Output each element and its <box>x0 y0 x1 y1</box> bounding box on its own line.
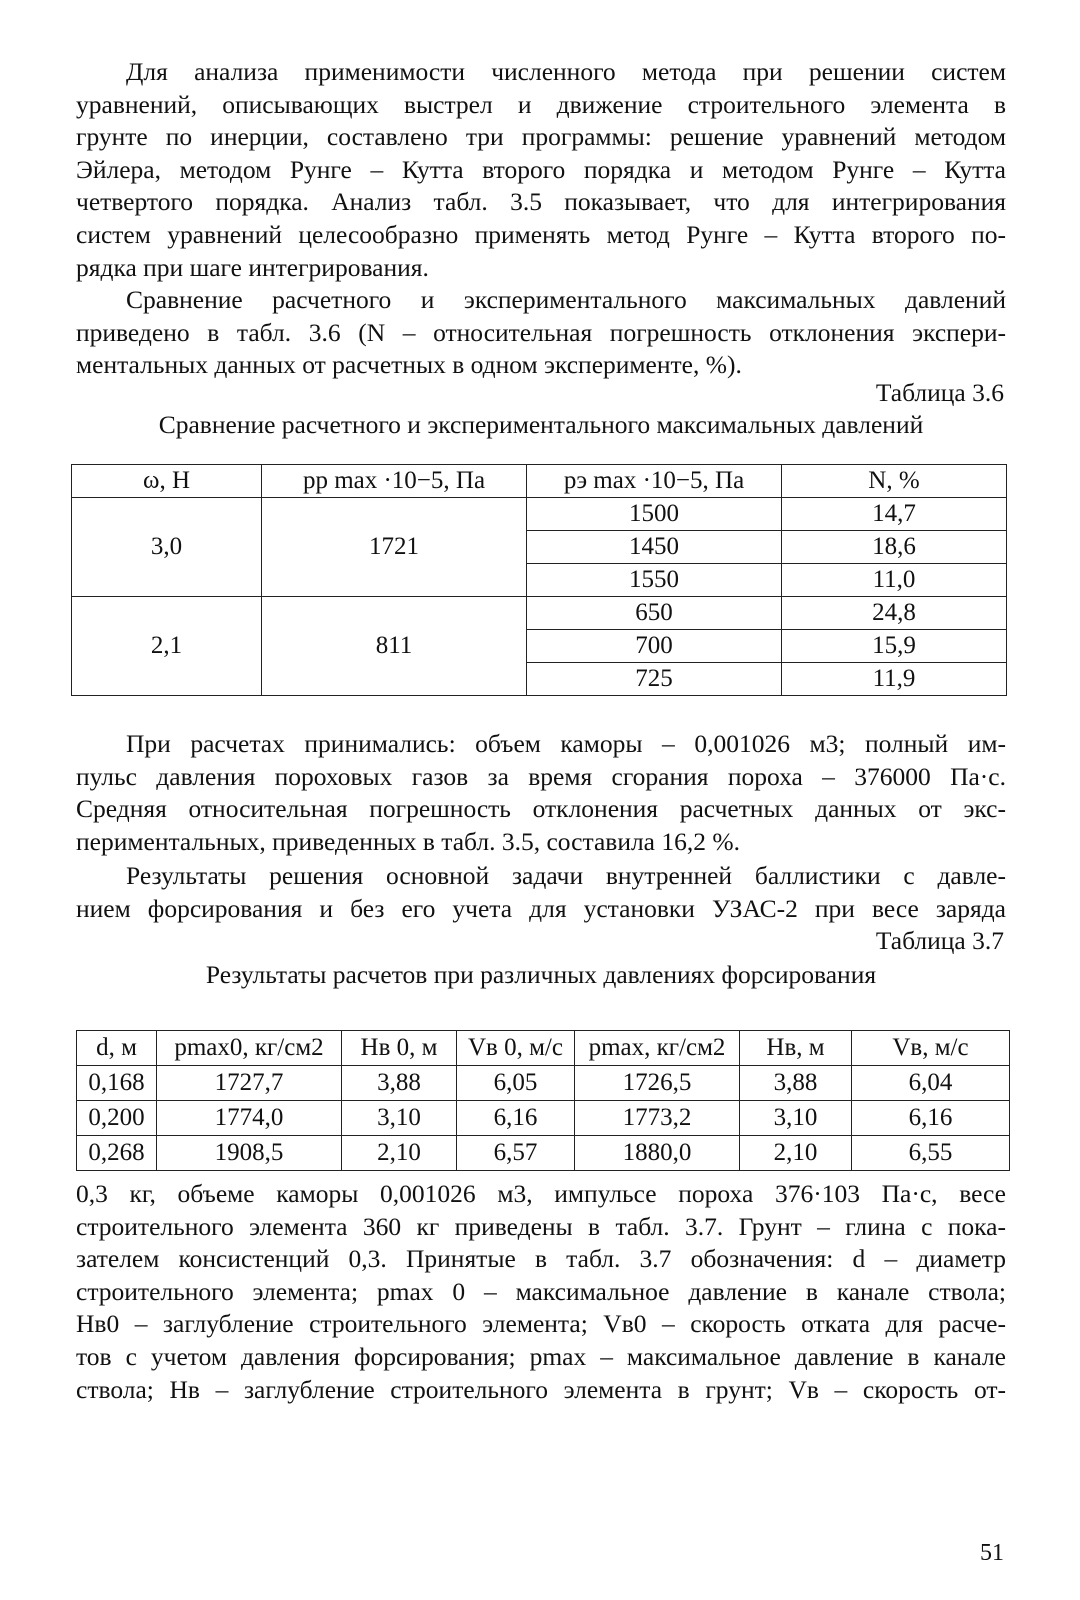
table-cell: 1773,2 <box>575 1101 740 1136</box>
table-header: Hв, м <box>740 1031 852 1066</box>
table-cell: 3,88 <box>740 1066 852 1101</box>
table-cell: 650 <box>527 597 782 630</box>
table-cell: 1908,5 <box>157 1136 342 1171</box>
text-line: ствола; Hв – заглубление строительного элемента в грунт; Vв – скорость от- <box>76 1374 1006 1404</box>
table-cell: 6,57 <box>457 1136 575 1171</box>
table-cell: 0,168 <box>77 1066 157 1101</box>
table-cell: 6,04 <box>852 1066 1010 1101</box>
table-cell: 11,0 <box>782 564 1007 597</box>
table-header: Hв 0, м <box>342 1031 457 1066</box>
table-header: N, % <box>782 465 1007 498</box>
text-line: периментальных, приведенных в табл. 3.5, составила 16,2 %. <box>76 826 740 856</box>
table-header: d, м <box>77 1031 157 1066</box>
table-row <box>77 1101 1010 1136</box>
table-header: pэ max ·10−5, Па <box>527 465 782 498</box>
paragraph-1 <box>76 56 1006 284</box>
table-cell: 1450 <box>527 531 782 564</box>
table-cell: 3,10 <box>342 1101 457 1136</box>
text-line: нием форсирования и без его учета для установки УЗАС-2 при весе заряда <box>76 893 1006 923</box>
table-cell: 1727,7 <box>157 1066 342 1101</box>
table-cell: 1721 <box>262 498 527 597</box>
text-line: строительного элемента; pmax 0 – максимальное давление в канале ствола; <box>76 1276 1006 1306</box>
page-number: 51 <box>980 1540 1004 1566</box>
paragraph-4 <box>76 860 1006 925</box>
table-cell: 2,1 <box>72 597 262 696</box>
text-line: Сравнение расчетного и экспериментального максимальных давлений <box>126 285 1006 314</box>
text-line: грунте по инерции, составлено три программы: решение уравнений методом <box>76 122 1006 152</box>
table-3-7-title: Результаты расчетов при различных давлениях форсирования <box>205 960 877 989</box>
text-line: четвертого порядка. Анализ табл. 3.5 показывает, что для интегрирования <box>76 187 1006 217</box>
table-cell: 14,7 <box>782 498 1007 531</box>
text-line: Результаты решения основной задачи внутренней баллистики с давле- <box>126 861 1006 890</box>
text-line: Средняя относительная погрешность отклонения расчетных данных от экс- <box>76 794 1006 824</box>
paragraph-3 <box>76 728 1006 858</box>
table-row <box>77 1066 1010 1101</box>
table-cell: 11,9 <box>782 663 1007 696</box>
text-line: пульс давления пороховых газов за время сгорания пороха – 376000 Па·с. <box>76 761 1006 791</box>
table-cell: 1550 <box>527 564 782 597</box>
table-cell: 6,05 <box>457 1066 575 1101</box>
table-header: ω, Н <box>72 465 262 498</box>
table-cell: 1726,5 <box>575 1066 740 1101</box>
table-row <box>72 597 1007 630</box>
table-cell: 0,200 <box>77 1101 157 1136</box>
table-3-7 <box>76 1030 1010 1171</box>
table-cell: 3,10 <box>740 1101 852 1136</box>
text-line: ментальных данных от расчетных в одном эксперименте, %). <box>76 350 742 380</box>
table-cell: 6,16 <box>457 1101 575 1136</box>
table-cell: 18,6 <box>782 531 1007 564</box>
table-header: pp max ·10−5, Па <box>262 465 527 498</box>
text-line: рядка при шаге интегрирования. <box>76 252 429 282</box>
table-header: Vв 0, м/с <box>457 1031 575 1066</box>
text-line: строительного элемента 360 кг приведены в табл. 3.7. Грунт – глина с пока- <box>76 1211 1006 1241</box>
table-cell: 725 <box>527 663 782 696</box>
table-3-6-label: Таблица 3.6 <box>875 378 1004 407</box>
table-cell: 6,16 <box>852 1101 1010 1136</box>
text-line: Для анализа применимости численного метода при решении систем <box>126 57 1006 86</box>
table-cell: 6,55 <box>852 1136 1010 1171</box>
table-cell: 1500 <box>527 498 782 531</box>
text-line: тов с учетом давления форсирования; pmax – максимальное давление в канале <box>76 1341 1006 1371</box>
paragraph-5 <box>76 1178 1006 1406</box>
table-cell: 3,0 <box>72 498 262 597</box>
table-cell: 0,268 <box>77 1136 157 1171</box>
table-cell: 3,88 <box>342 1066 457 1101</box>
text-line: При расчетах принимались: объем каморы – 0,001026 м3; полный им- <box>126 729 1006 758</box>
table-cell: 700 <box>527 630 782 663</box>
table-header: pmax0, кг/см2 <box>157 1031 342 1066</box>
text-line: Hв0 – заглубление строительного элемента; Vв0 – скорость отката для расче- <box>76 1309 1006 1339</box>
text-line: систем уравнений целесообразно применять метод Рунге – Кутта второго по- <box>76 219 1006 249</box>
table-cell: 1880,0 <box>575 1136 740 1171</box>
table-3-6 <box>71 464 1007 696</box>
table-header: Vв, м/с <box>852 1031 1010 1066</box>
table-cell: 2,10 <box>740 1136 852 1171</box>
table-cell: 1774,0 <box>157 1101 342 1136</box>
text-line: приведено в табл. 3.6 (N – относительная погрешность отклонения экспери- <box>76 317 1006 347</box>
table-cell: 811 <box>262 597 527 696</box>
table-3-6-title: Сравнение расчетного и экспериментального максимальных давлений <box>158 410 924 439</box>
table-cell: 15,9 <box>782 630 1007 663</box>
table-cell: 2,10 <box>342 1136 457 1171</box>
text-line: уравнений, описывающих выстрел и движение строительного элемента в <box>76 89 1006 119</box>
table-row <box>77 1136 1010 1171</box>
text-line: зателем консистенций 0,3. Принятые в табл. 3.7 обозначения: d – диаметр <box>76 1244 1006 1274</box>
text-line: 0,3 кг, объеме каморы 0,001026 м3, импульсе пороха 376·103 Па·с, весе <box>76 1179 1006 1208</box>
table-3-7-label: Таблица 3.7 <box>875 926 1004 955</box>
table-row <box>72 498 1007 531</box>
text-line: Эйлера, методом Рунге – Кутта второго порядка и методом Рунге – Кутта <box>76 154 1006 184</box>
table-header: pmax, кг/см2 <box>575 1031 740 1066</box>
paragraph-2 <box>76 284 1006 382</box>
table-cell: 24,8 <box>782 597 1007 630</box>
